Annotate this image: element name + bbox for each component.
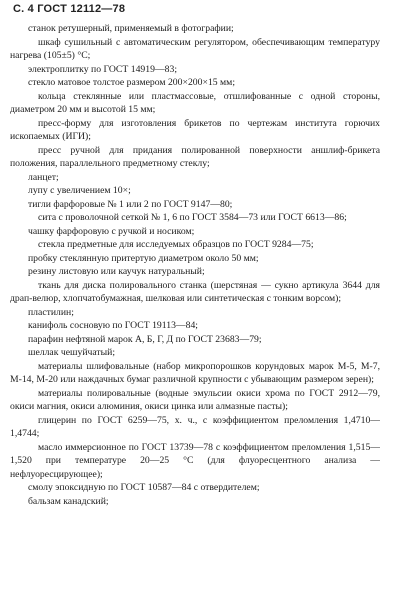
list-item: кольца стеклянные или пластмассовые, отшлифованные с одной стороны, диаметром 20 мм и высотой 15 мм; xyxy=(10,90,380,115)
list-item: масло иммерсионное по ГОСТ 13739—78 с коэффициентом преломления 1,515—1,520 при температуре 20—25 °С (для флуоресцентного анализа — нефлуоресцирующее); xyxy=(10,441,380,480)
equipment-list xyxy=(0,22,400,508)
list-item: ткань для диска полировального станка (шерстяная — сукно артикула 3644 для драп-велюр, хлопчатобумажная, шелковая или синтетическая с тонким ворсом); xyxy=(10,279,380,304)
list-item: парафин нефтяной марок А, Б, Г, Д по ГОСТ 23683—79; xyxy=(28,333,262,345)
list-item: станок ретушерный, применяемый в фотографии; xyxy=(28,23,234,34)
list-item: шеллак чешуйчатый; xyxy=(28,347,116,358)
list-item: стекла предметные для исследуемых образцов по ГОСТ 9284—75; xyxy=(38,239,314,250)
list-item: материалы полировальные (водные эмульсии окиси хрома по ГОСТ 2912—79, окиси магния, окиси алюминия, окиси цинка или алмазные пасты); xyxy=(10,387,380,412)
list-item: лупу с увеличением 10×; xyxy=(28,185,131,196)
list-item: пробку стеклянную притертую диаметром около 50 мм; xyxy=(28,252,259,264)
running-head: С. 4 ГОСТ 12112—78 xyxy=(13,3,126,15)
list-item: канифоль сосновую по ГОСТ 19113—84; xyxy=(28,320,199,331)
list-item: резину листовую или каучук натуральный; xyxy=(28,266,205,277)
list-item: пластилин; xyxy=(28,306,74,318)
list-item: стекло матовое толстое размером 200×200×15 мм; xyxy=(28,77,236,88)
list-item: шкаф сушильный с автоматическим регулятором, обеспечивающим температуру нагрева (105±5) °С; xyxy=(10,36,380,61)
list-item: тигли фарфоровые № 1 или 2 по ГОСТ 9147—80; xyxy=(28,198,233,210)
list-item: глицерин по ГОСТ 6259—75, х. ч., с коэффициентом преломления 1,4710—1,4744; xyxy=(10,414,380,439)
list-item: чашку фарфоровую с ручкой и носиком; xyxy=(28,225,195,237)
list-item: пресс-форму для изготовления брикетов по чертежам института горючих ископаемых (ИГИ); xyxy=(10,117,380,142)
list-item: электроплитку по ГОСТ 14919—83; xyxy=(28,63,178,75)
list-item: материалы шлифовальные (набор микропорошков корундовых марок М-5, М-7, М-14, М-20 или наждачных бумаг различной крупности с убывающим размером зерен); xyxy=(10,360,380,385)
list-item: пресс ручной для придания полированной поверхности аншлиф-брикета положения, параллельного предметному стеклу; xyxy=(10,144,380,169)
list-item: бальзам канадский; xyxy=(28,495,109,507)
list-item: ланцет; xyxy=(28,171,59,183)
list-item: смолу эпоксидную по ГОСТ 10587—84 с отвердителем; xyxy=(28,482,260,493)
list-item: сита с проволочной сеткой № 1, 6 по ГОСТ 3584—73 или ГОСТ 6613—86; xyxy=(38,212,347,223)
